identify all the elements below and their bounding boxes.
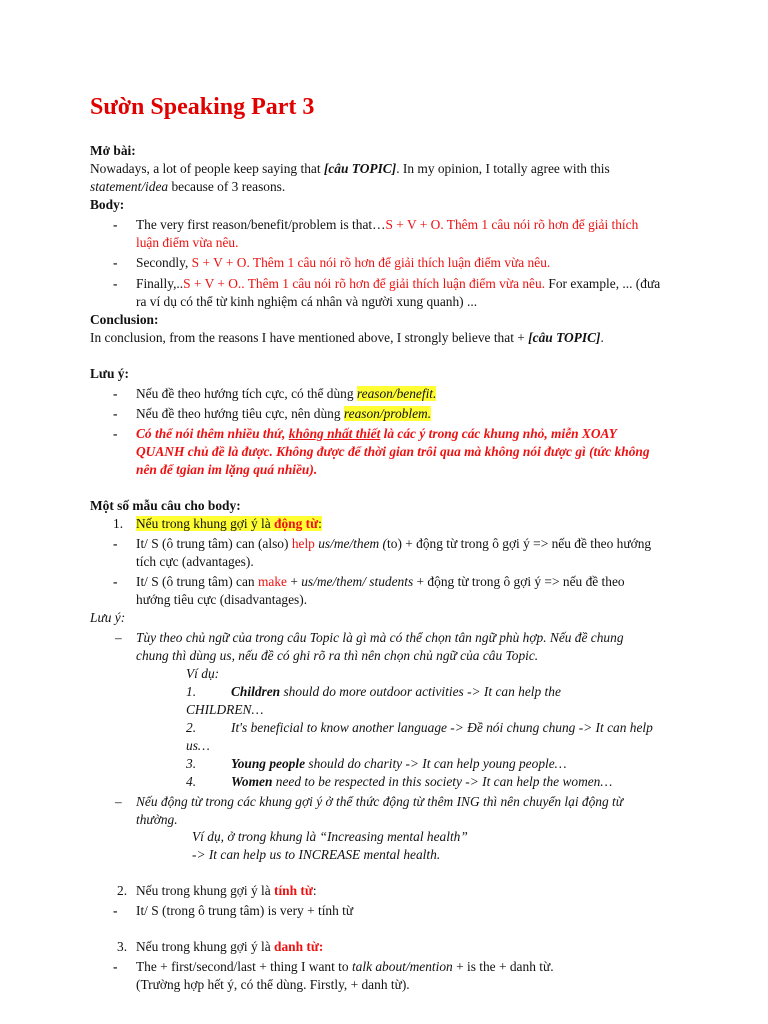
note-item-1: Nếu đề theo hướng tích cực, có thể dùng reason/benefit. — [136, 386, 437, 401]
note-item-2: Nếu đề theo hướng tiêu cực, nên dùng reason/problem. — [136, 406, 432, 421]
body-item-1-cont: luận điểm vừa nêu. — [136, 235, 239, 250]
example-4: Women need to be respected in this society -> It can help the women… — [231, 774, 613, 789]
example-label: Ví dụ: — [186, 666, 220, 681]
example-number: 3. — [186, 756, 197, 771]
sample-1-item-2-cont: hướng tiêu cực (disadvantages). — [136, 592, 308, 607]
sample-1-item-1: It/ S (ô trung tâm) can (also) help us/me/them (to) + động từ trong ô gợi ý => nếu đề theo hướng — [136, 536, 652, 551]
example-number: 1. — [186, 684, 197, 699]
note-heading: Lưu ý: — [90, 366, 129, 381]
bullet-dash: - — [113, 903, 118, 918]
note-item-3-cont: nên để tgian im lặng quá nhiều). — [136, 462, 318, 477]
example-2: It's beneficial to know another language -> Đề nói chung chung -> It can help — [231, 720, 653, 735]
sample-3-item-1: The + first/second/last + thing I want to talk about/mention + is the + danh từ. — [136, 959, 554, 974]
body-heading: Body: — [90, 197, 125, 212]
sample-note-1: Tùy theo chủ ngữ của trong câu Topic là gì mà có thể chọn tân ngữ phù hợp. Nếu đề chung — [136, 630, 624, 645]
intro-line-2: statement/idea because of 3 reasons. — [90, 179, 286, 194]
conclusion-heading: Conclusion: — [90, 312, 159, 327]
intro-heading: Mở bài: — [90, 143, 136, 158]
sample-2-item-1: It/ S (trong ô trung tâm) is very + tính từ — [136, 903, 354, 918]
note-item-3: Có thể nói thêm nhiều thứ, không nhất thiết là các ý trong các khung nhỏ, miễn XOAY — [136, 426, 617, 441]
example-number: 2. — [186, 720, 197, 735]
conclusion-line: In conclusion, from the reasons I have mentioned above, I strongly believe that + [câu TOPIC]. — [90, 330, 604, 345]
bullet-dash: - — [113, 574, 118, 589]
body-item-1: The very first reason/benefit/problem is that…S + V + O. Thêm 1 câu nói rõ hơn để giải thích — [136, 217, 639, 232]
note-item-3-cont: QUANH chủ đề là được. Không được để thời gian trôi qua mà không nói được gì (tức không — [136, 444, 650, 459]
sample-note-label: Lưu ý: — [90, 610, 126, 625]
sample-note-2-cont: thường. — [136, 812, 178, 827]
example-2-cont: us… — [186, 738, 210, 753]
example-1-cont: CHILDREN… — [186, 702, 264, 717]
bullet-dash: - — [113, 959, 118, 974]
list-number: 2. — [117, 883, 128, 898]
sample-1-item-1-cont: tích cực (advantages). — [136, 554, 254, 569]
list-number: 1. — [113, 516, 124, 531]
sample-3-heading: Nếu trong khung gợi ý là danh từ: — [136, 939, 324, 954]
sample-1-item-2: It/ S (ô trung tâm) can make + us/me/them/ students + động từ trong ô gợi ý => nếu đề theo — [136, 574, 625, 589]
example-number: 4. — [186, 774, 197, 789]
body-item-2: Secondly, S + V + O. Thêm 1 câu nói rõ hơn để giải thích luận điểm vừa nêu. — [136, 255, 551, 270]
sample-note-1-cont: chung thì dùng us, nếu đề có ghi rõ ra thì nên chọn chủ ngữ của câu Topic. — [136, 648, 539, 663]
list-number: 3. — [117, 939, 128, 954]
bullet-dash: - — [113, 217, 118, 232]
intro-line-1: Nowadays, a lot of people keep saying that [câu TOPIC]. In my opinion, I totally agree with this — [90, 161, 610, 176]
bullet-dash: - — [113, 426, 118, 441]
sample-note-2-example-result: -> It can help us to INCREASE mental health. — [192, 847, 441, 862]
bullet-dash: - — [113, 276, 118, 291]
bullet-dash: – — [115, 630, 122, 645]
sample-2-heading: Nếu trong khung gợi ý là tính từ: — [136, 883, 317, 898]
sample-3-item-1-cont: (Trường hợp hết ý, có thể dùng. Firstly, + danh từ). — [136, 977, 410, 992]
example-3: Young people should do charity -> It can help young people… — [231, 756, 567, 771]
bullet-dash: – — [115, 794, 122, 809]
bullet-dash: - — [113, 386, 118, 401]
page-title: Sườn Speaking Part 3 — [90, 94, 315, 120]
sample-note-2: Nếu động từ trong các khung gợi ý ở thể thức động từ thêm ING thì nên chuyển lại động từ — [136, 794, 624, 809]
samples-heading: Một số mẫu câu cho body: — [90, 498, 241, 513]
example-1: Children should do more outdoor activities -> It can help the — [231, 684, 561, 699]
sample-1-heading: Nếu trong khung gợi ý là động từ: — [136, 516, 322, 531]
bullet-dash: - — [113, 255, 118, 270]
sample-note-2-example: Ví dụ, ở trong khung là “Increasing mental health” — [192, 829, 468, 844]
bullet-dash: - — [113, 536, 118, 551]
bullet-dash: - — [113, 406, 118, 421]
body-item-3-cont: ra ví dụ có thể từ kinh nghiệm cá nhân và người xung quanh) ... — [136, 294, 478, 309]
body-item-3: Finally,..S + V + O.. Thêm 1 câu nói rõ hơn để giải thích luận điểm vừa nêu. For example, ... (đưa — [136, 276, 661, 291]
